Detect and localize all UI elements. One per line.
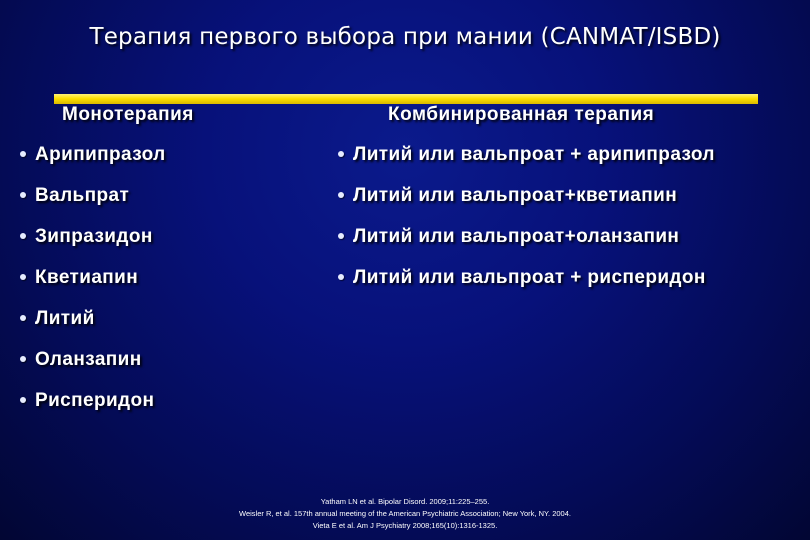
list-item-label: Арипипразол — [35, 143, 166, 165]
slide-title: Терапия первого выбора при мании (CANMAT/ISBD) — [89, 24, 721, 50]
bullet-dot-icon — [20, 151, 26, 157]
monotherapy-list — [20, 134, 166, 421]
bullet-dot-icon — [20, 356, 26, 362]
list-item — [338, 257, 715, 298]
bullet-dot-icon — [20, 192, 26, 198]
bullet-dot-icon — [338, 192, 344, 198]
reference-line: Yatham LN et al. Bipolar Disord. 2009;11:225–255. — [320, 497, 490, 506]
list-item — [338, 175, 715, 216]
list-item-label: Зипразидон — [35, 225, 153, 247]
combination-list — [338, 134, 715, 298]
list-item — [20, 380, 166, 421]
references — [0, 496, 810, 532]
list-item — [20, 175, 166, 216]
list-item-label: Вальпрат — [35, 184, 130, 206]
list-item-label: Литий или вальпроат + арипипразол — [353, 143, 715, 165]
list-item-label: Литий — [35, 307, 95, 329]
reference-line: Vieta E et al. Am J Psychiatry 2008;165(10):1316-1325. — [312, 521, 498, 530]
bullet-dot-icon — [20, 274, 26, 280]
bullet-dot-icon — [20, 233, 26, 239]
bullet-dot-icon — [338, 151, 344, 157]
list-item — [20, 298, 166, 339]
list-item — [338, 134, 715, 175]
bullet-dot-icon — [338, 274, 344, 280]
list-item — [20, 216, 166, 257]
monotherapy-heading: Монотерапия — [62, 104, 194, 125]
list-item — [338, 216, 715, 257]
bullet-dot-icon — [338, 233, 344, 239]
list-item-label: Литий или вальпроат+оланзапин — [353, 225, 680, 247]
list-item — [20, 134, 166, 175]
bullet-dot-icon — [20, 315, 26, 321]
list-item-label: Литий или вальпроат+кветиапин — [353, 184, 678, 206]
reference-line: Weisler R, et al. 157th annual meeting of the American Psychiatric Association; New York, NY. 2004. — [239, 509, 571, 518]
accent-bar — [54, 94, 758, 104]
list-item-label: Кветиапин — [35, 266, 139, 288]
list-item — [20, 339, 166, 380]
list-item-label: Рисперидон — [35, 389, 155, 411]
list-item-label: Литий или вальпроат + рисперидон — [353, 266, 706, 288]
bullet-dot-icon — [20, 397, 26, 403]
list-item-label: Оланзапин — [35, 348, 142, 370]
list-item — [20, 257, 166, 298]
combination-heading: Комбинированная терапия — [388, 104, 655, 125]
